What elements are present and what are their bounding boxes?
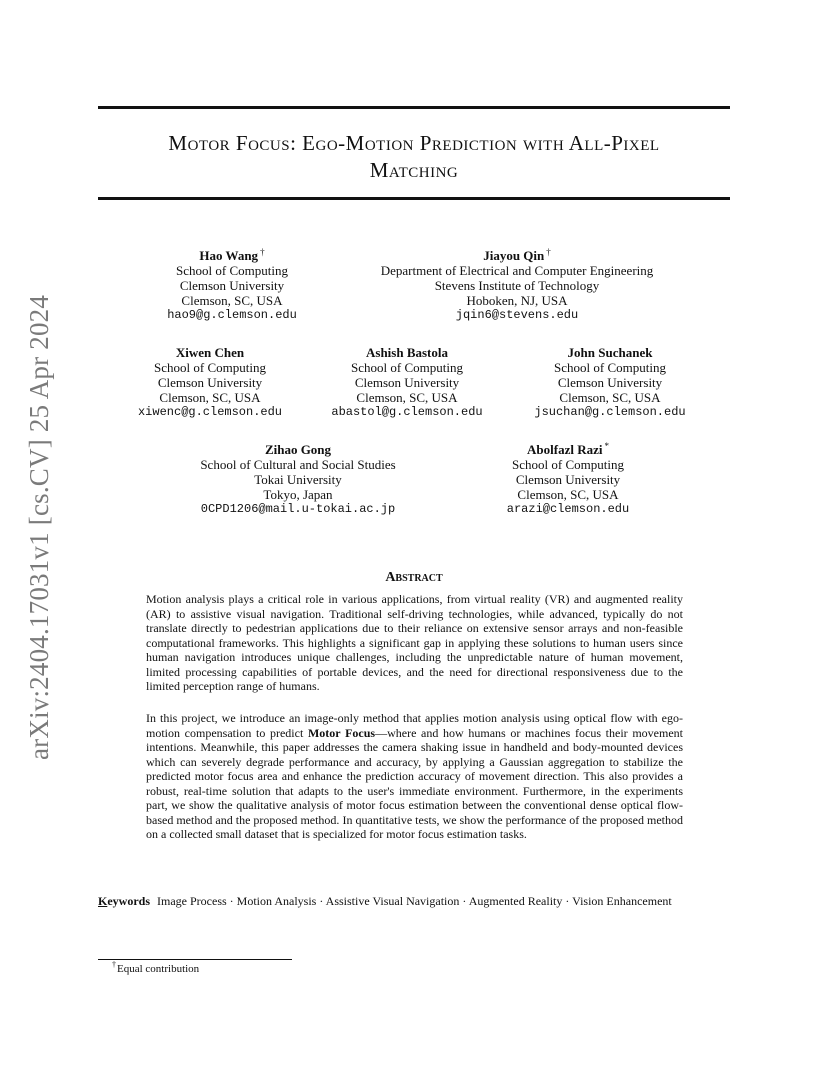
- author-institution: Clemson University: [157, 375, 263, 390]
- keywords-label-initial: K: [98, 894, 108, 908]
- author-name: Hao Wang: [199, 248, 259, 263]
- author-email: hao9@g.clemson.edu: [167, 308, 297, 322]
- author-affiliation: School of Computing: [154, 360, 266, 375]
- abstract-text: —where and how humans or machines focus their movement intentions. Meanwhile, this paper addresses the camera shaking issue in handheld and body-mounted devices which can severely degrade performance and accuracy, by applying a Gaussian aggregation to stabilize the predicted motor focus area and enhance the prediction accuracy of movement direction. This also provides a robust, real-time solution that adapts to the user's immediate environment. Furthermore, in the experiments part, we show the qualitative analysis of motor focus estimation between the conventional dense optical flow-based method and the proposed method. In quantitative tests, we show the performance of the proposed method on a collected small dataset that is specialized for motor focus estimation tasks.: [146, 725, 683, 841]
- keywords-line: [98, 894, 738, 909]
- author-block: [130, 248, 334, 323]
- footnote-rule: [98, 959, 292, 960]
- paper-title-line-1: Motor Focus: Ego-Motion Prediction with All-Pixel: [168, 131, 660, 155]
- abstract-paragraph-2: [146, 711, 683, 842]
- author-affiliation: Department of Electrical and Computer Engineering: [380, 263, 654, 278]
- author-block: [520, 345, 700, 420]
- title-rule-top: [98, 106, 730, 109]
- footnote-text: Equal contribution: [117, 963, 200, 975]
- footnote-mark: †: [112, 960, 116, 970]
- author-block: [180, 442, 416, 517]
- author-email: xiwenc@g.clemson.edu: [137, 405, 283, 419]
- author-institution: Clemson University: [557, 375, 663, 390]
- author-location: Clemson, SC, USA: [559, 390, 661, 405]
- author-name: Jiayou Qin: [483, 248, 545, 263]
- author-location: Clemson, SC, USA: [181, 293, 283, 308]
- author-block: [120, 345, 300, 420]
- author-affiliation: School of Computing: [176, 263, 288, 278]
- author-institution: Tokai University: [254, 472, 342, 487]
- author-name: Xiwen Chen: [175, 345, 245, 360]
- author-mark: †: [546, 246, 551, 257]
- title-rule-bottom: [98, 197, 730, 200]
- author-email: jqin6@stevens.edu: [455, 308, 579, 322]
- abstract-heading: Abstract: [385, 570, 443, 585]
- author-location: Clemson, SC, USA: [356, 390, 458, 405]
- author-email: arazi@clemson.edu: [506, 502, 630, 516]
- abstract-emphasis: Motor Focus: [307, 725, 376, 740]
- author-email: 0CPD1206@mail.u-tokai.ac.jp: [200, 502, 396, 516]
- author-block: [490, 442, 646, 517]
- author-institution: Clemson University: [354, 375, 460, 390]
- author-location: Hoboken, NJ, USA: [466, 293, 568, 308]
- author-institution: Stevens Institute of Technology: [434, 278, 600, 293]
- author-affiliation: School of Cultural and Social Studies: [200, 457, 396, 472]
- author-affiliation: School of Computing: [351, 360, 463, 375]
- author-affiliation: School of Computing: [512, 457, 624, 472]
- author-block: [322, 345, 492, 420]
- author-name: Abolfazl Razi: [527, 442, 603, 457]
- author-mark: *: [604, 440, 609, 451]
- abstract-paragraph-1: Motion analysis plays a critical role in various applications, from virtual reality (VR) and augmented reality (AR) to assistive visual navigation. Traditional self-driving technologies, while advanced, typically do not translate directly to pedestrian applications due to their reliance on extensive sensor arrays and non-feasible computational frameworks. This highlights a significant gap in applying these solutions to human users since human navigation introduces unique challenges, including the unpredictable nature of human movement, limited processing capabilities of portable devices, and the need for directional responsiveness due to the limited perception range of humans.: [146, 592, 683, 693]
- abstract-text: In this project, we introduce an image-only method that applies motion analysis using optical flow with ego-motion compensation to predict: [146, 711, 683, 740]
- keywords-label: [98, 894, 150, 908]
- author-name: Ashish Bastola: [366, 345, 448, 360]
- author-location: Clemson, SC, USA: [517, 487, 619, 502]
- author-location: Tokyo, Japan: [263, 487, 333, 502]
- arxiv-side-stamp: arXiv:2404.17031v1 [cs.CV] 25 Apr 2024: [24, 294, 54, 760]
- author-block: [362, 248, 672, 323]
- footnote: [112, 960, 200, 975]
- author-affiliation: School of Computing: [554, 360, 666, 375]
- author-name: Zihao Gong: [264, 442, 332, 457]
- paper-title-line-2: Matching: [369, 158, 459, 182]
- author-mark: †: [260, 246, 265, 257]
- keywords-list: Image Process · Motion Analysis · Assistive Visual Navigation · Augmented Reality · Vision Enhancement: [157, 894, 672, 908]
- author-location: Clemson, SC, USA: [159, 390, 261, 405]
- keywords-label-rest: eywords: [107, 894, 151, 908]
- author-email: jsuchan@g.clemson.edu: [534, 405, 686, 419]
- author-name: John Suchanek: [567, 345, 653, 360]
- author-institution: Clemson University: [179, 278, 285, 293]
- author-institution: Clemson University: [515, 472, 621, 487]
- author-email: abastol@g.clemson.edu: [331, 405, 483, 419]
